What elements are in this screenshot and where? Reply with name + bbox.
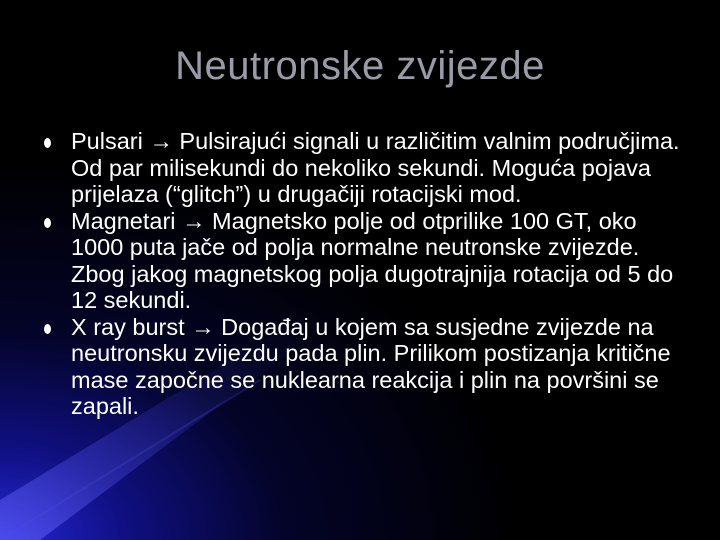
bullet-text: X ray burst → Događaj u kojem sa susjedne zvijezde na neutronsku zvijezdu pada plin. Prilikom postizanja kritične mase započne se nuklearna reakcija i plin na površini se zapali.: [71, 313, 671, 419]
slide-title: Neutronske zvijezde: [175, 44, 545, 88]
bullet-dot-icon: [44, 218, 51, 228]
bullet-dot-icon: [44, 324, 51, 334]
bullet-item-xray-burst: [44, 314, 684, 420]
bullet-item-magnetari: [44, 208, 684, 314]
bullet-text: Magnetari → Magnetsko polje od otprilike 100 GT, oko 1000 puta jače od polja normalne neutronske zvijezde. Zbog jakog magnetskog polja dugotrajnija rotacija od 5 do 12 sekundi.: [71, 207, 674, 313]
bullet-list: [44, 128, 684, 420]
bullet-dot-icon: [44, 138, 51, 148]
bullet-item-pulsari: [44, 128, 684, 208]
bullet-text: Pulsari → Pulsirajući signali u različitim valnim područjima. Od par milisekundi do nekoliko sekundi. Moguća pojava prijelaza (“glitch”) u drugačiji rotacijski mod.: [71, 128, 680, 207]
